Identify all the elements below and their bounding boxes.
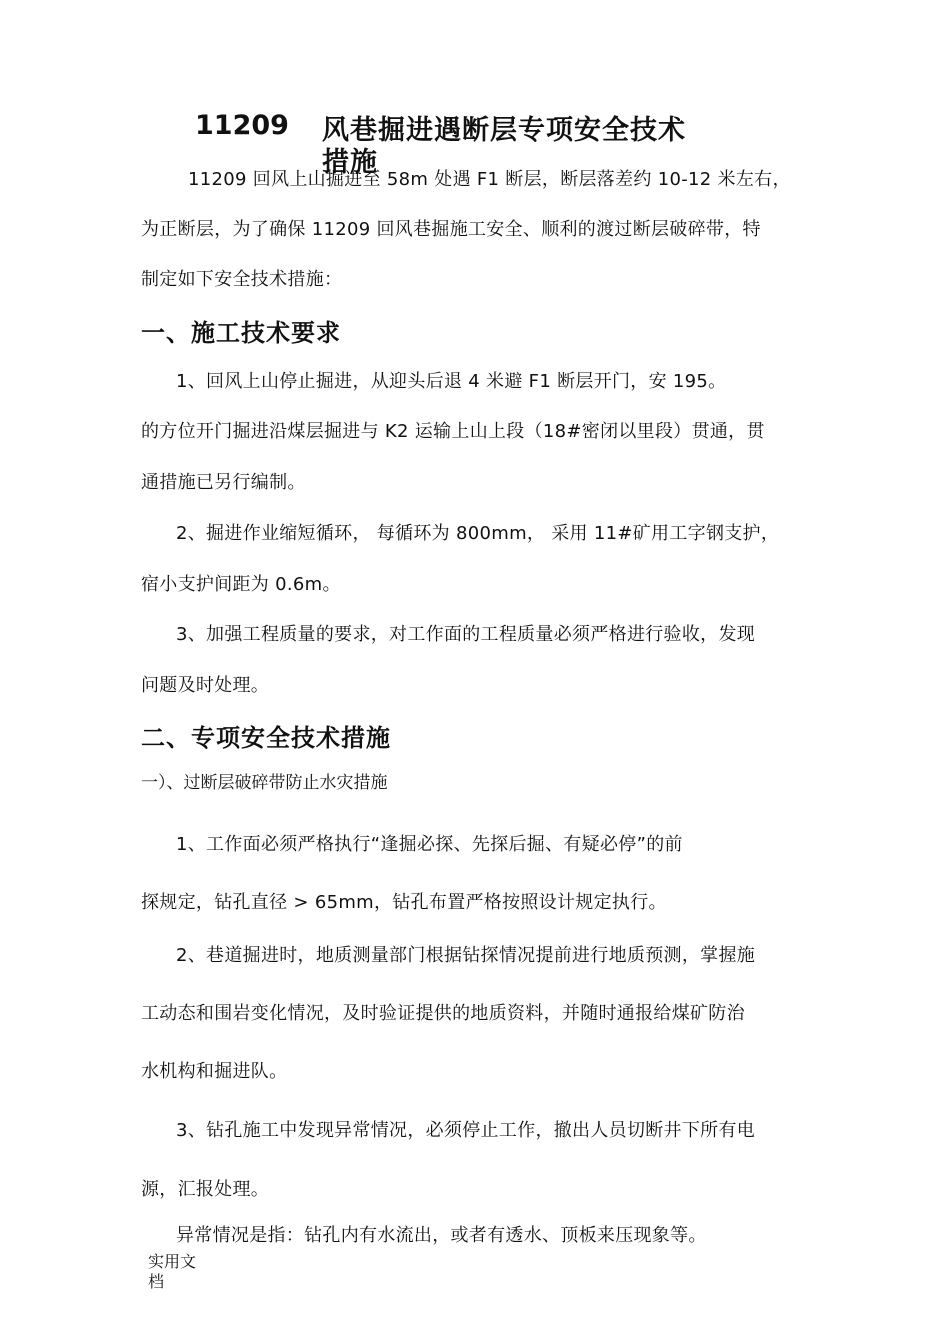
section2-subheading: 一）、过断层破碎带防止水灾措施 <box>141 773 388 793</box>
section1-item2-line2: 宿小支护间距为 0.6m。 <box>141 574 341 595</box>
page-footer: 实用文档 <box>148 1252 197 1291</box>
intro-line-2: 为正断层，为了确保 11209 回风巷掘施工安全、顺利的渡过断层破碎带，特 <box>141 219 761 240</box>
section2-note: 异常情况是指：钻孔内有水流出，或者有透水、顶板来压现象等。 <box>176 1225 707 1246</box>
intro-line-1: 11209 回风上山掘进至 58m 处遇 F1 断层，断层落差约 10-12 米左右， <box>188 169 791 190</box>
section2-item3-line1: 3、钻孔施工中发现异常情况，必须停止工作，撤出人员切断井下所有电 <box>176 1120 756 1141</box>
section2-item3-line2: 源，汇报处理。 <box>141 1179 270 1200</box>
doc-title-number: 11209 <box>195 110 289 141</box>
section2-item2-line1: 2、巷道掘进时，地质测量部门根据钻探情况提前进行地质预测，掌握施 <box>176 945 756 966</box>
section1-item1-line1: 1、回风上山停止掘进，从迎头后退 4 米避 F1 断层开门，安 195。 <box>176 371 727 392</box>
section1-item2-line1: 2、掘进作业缩短循环， 每循环为 800mm， 采用 11#矿用工字钢支护， <box>176 523 780 544</box>
section2-item1-line1: 1、工作面必须严格执行“逢掘必探、先探后掘、有疑必停”的前 <box>176 834 683 855</box>
section2-item2-line2: 工动态和围岩变化情况，及时验证提供的地质资料，并随时通报给煤矿防治 <box>141 1003 745 1024</box>
section1-item3-line1: 3、加强工程质量的要求，对工作面的工程质量必须严格进行验收，发现 <box>176 624 756 645</box>
section2-item2-line3: 水机构和掘进队。 <box>141 1061 288 1082</box>
doc-title-line2: 措施 <box>322 147 378 178</box>
section2-item1-line2: 探规定，钻孔直径 > 65mm，钻孔布置严格按照设计规定执行。 <box>141 892 667 913</box>
intro-line-3: 制定如下安全技术措施： <box>141 269 343 290</box>
section1-item3-line2: 问题及时处理。 <box>141 675 270 696</box>
section1-item1-line3: 通措施已另行编制。 <box>141 472 306 493</box>
section1-heading: 一、施工技术要求 <box>141 319 341 347</box>
section1-item1-line2: 的方位开门掘进沿煤层掘进与 K2 运输上山上段（18#密闭以里段）贯通，贯 <box>141 421 765 442</box>
section2-heading: 二、专项安全技术措施 <box>141 724 391 752</box>
doc-title-line1: 风巷掘进遇断层专项安全技术 <box>322 115 686 146</box>
